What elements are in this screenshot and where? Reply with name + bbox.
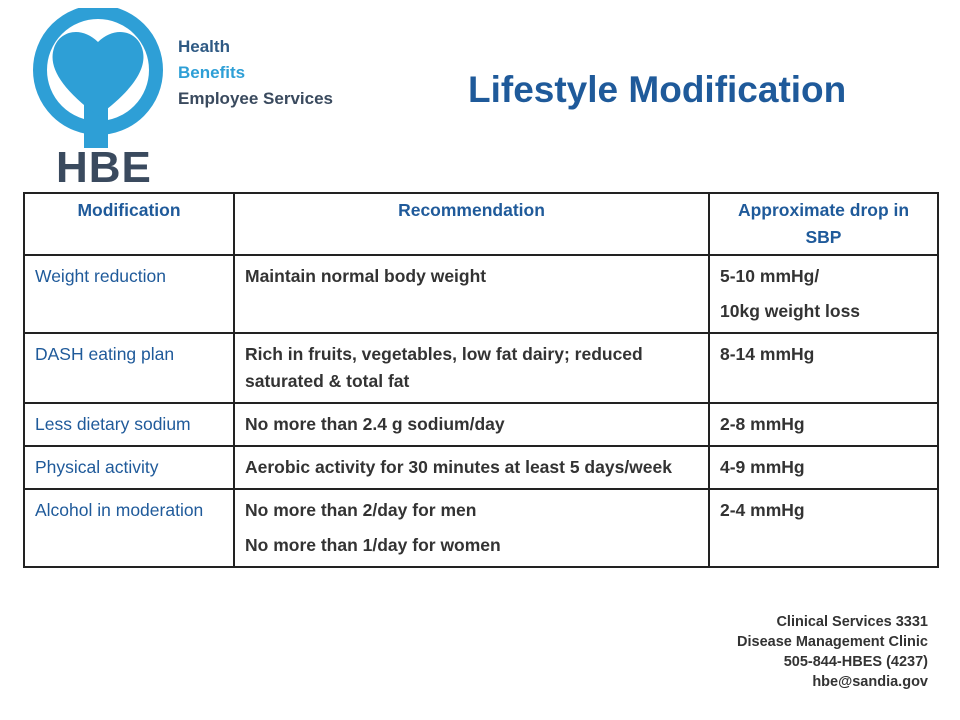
table-row [24,333,938,403]
footer-line-phone: 505-844-HBES (4237) [783,654,928,670]
cell-recommendation [234,489,709,567]
cell-modification: Less dietary sodium [24,403,234,446]
hbe-logo [30,8,370,193]
column-header-modification: Modification [24,193,234,255]
logo-word-employee-services: Employee Services [178,89,333,108]
table-row [24,446,938,489]
table-row [24,489,938,567]
footer-line-location: Clinical Services 3331 [776,614,928,630]
cell-drop [709,446,938,489]
clinic-contact-footer [737,612,928,692]
cell-drop [709,255,938,333]
logo-wordmark [178,34,333,112]
cell-recommendation [234,333,709,403]
recommendation-line: Aerobic activity for 30 minutes at least 5 days/week [245,457,672,477]
column-header-recommendation: Recommendation [234,193,709,255]
drop-line: 2-8 mmHg [720,414,805,434]
table-row [24,403,938,446]
column-header-drop: Approximate drop in SBP [709,193,938,255]
lifestyle-table [23,192,939,568]
footer-line-clinic: Disease Management Clinic [737,634,928,650]
cell-drop [709,403,938,446]
recommendation-line: Maintain normal body weight [245,266,487,286]
cell-modification: DASH eating plan [24,333,234,403]
logo-word-benefits: Benefits [178,63,246,82]
cell-drop [709,333,938,403]
heart-person-icon [30,8,180,148]
logo-word-health: Health [178,37,230,56]
drop-line: 10kg weight loss [720,301,861,321]
cell-recommendation [234,255,709,333]
table-header-row [24,193,938,255]
cell-modification: Alcohol in moderation [24,489,234,567]
drop-line: 2-4 mmHg [720,500,805,520]
logo-acronym: HBE [56,143,152,192]
cell-recommendation [234,403,709,446]
cell-modification: Physical activity [24,446,234,489]
recommendation-line: No more than 1/day for women [245,535,501,555]
recommendation-line: No more than 2/day for men [245,500,477,520]
drop-line: 5-10 mmHg/ [720,266,820,286]
table-row [24,255,938,333]
drop-line: 4-9 mmHg [720,457,805,477]
cell-recommendation [234,446,709,489]
drop-line: 8-14 mmHg [720,344,815,364]
recommendation-line: Rich in fruits, vegetables, low fat dairy; reduced saturated & total fat [245,344,643,391]
cell-drop [709,489,938,567]
recommendation-line: No more than 2.4 g sodium/day [245,414,505,434]
footer-line-email: hbe@sandia.gov [812,674,928,690]
page-title: Lifestyle Modification [468,69,847,110]
cell-modification: Weight reduction [24,255,234,333]
